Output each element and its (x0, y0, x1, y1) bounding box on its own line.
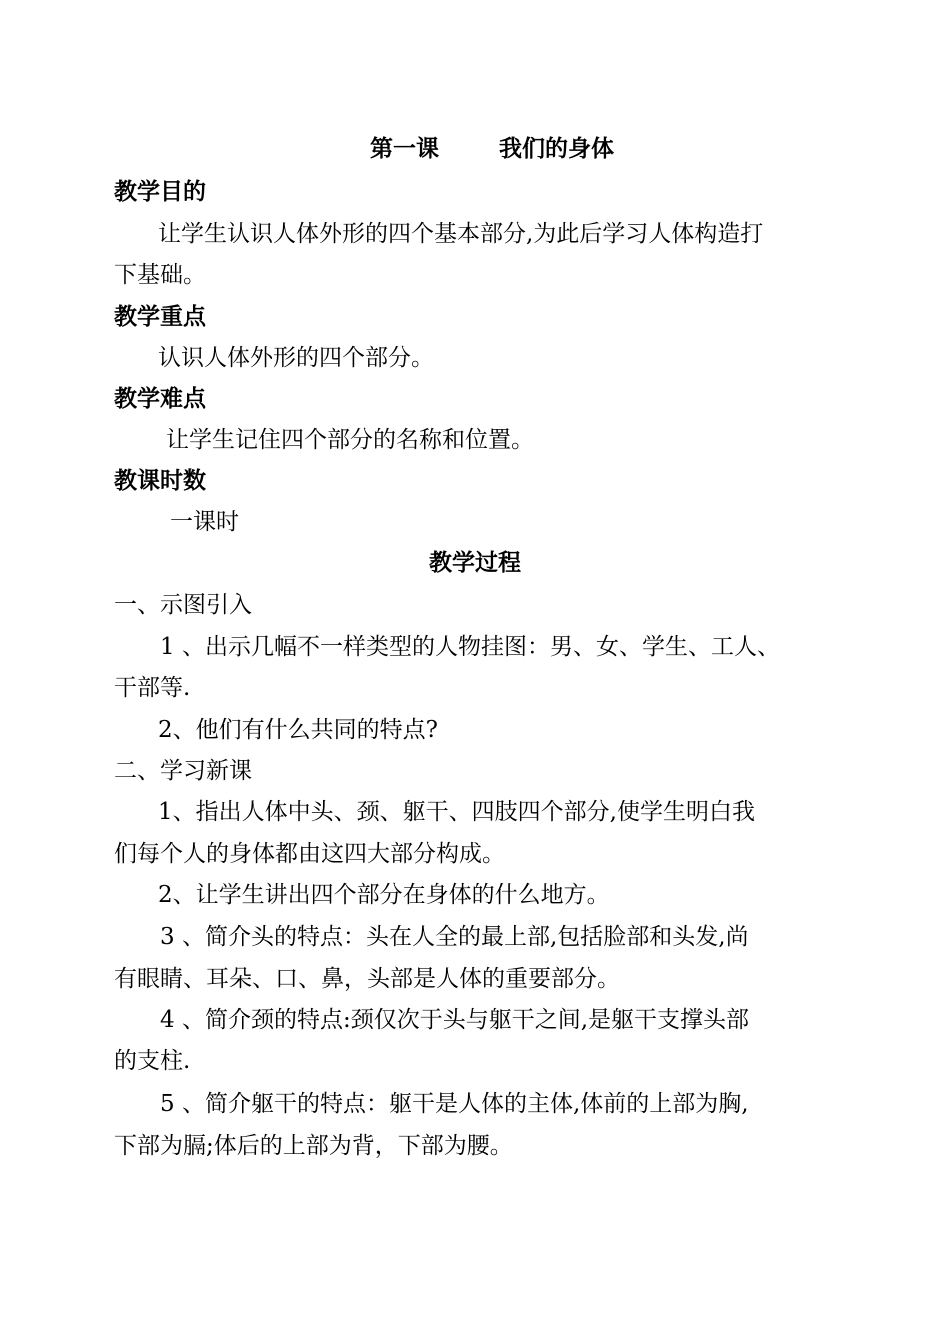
process-heading: 教学过程 (429, 549, 521, 576)
lesson-title: 我们的身体 (499, 135, 614, 162)
goal-heading: 教学目的 (114, 178, 206, 205)
part2-item4-line2: 的支柱. (114, 1048, 191, 1074)
part1-title: 一、示图引入 (114, 592, 252, 618)
part2-title: 二、学习新课 (114, 758, 252, 784)
lesson-number: 第一课 (370, 135, 439, 162)
part2-item3-line2: 有眼睛、耳朵、口、鼻，头部是人体的重要部分。 (114, 966, 620, 992)
part1-item1-line2: 干部等. (114, 675, 191, 701)
hours-heading: 教课时数 (114, 467, 206, 494)
difficulty-heading: 教学难点 (114, 385, 206, 412)
part2-item1-line1: 1、指出人体中头、颈、躯干、四肢四个部分,使学生明白我 (158, 799, 755, 825)
goal-text-line2: 下基础。 (114, 262, 206, 288)
part2-item5-line1: 5 、简介躯干的特点：躯干是人体的主体,体前的上部为胸, (160, 1091, 749, 1117)
difficulty-text: 让学生记住四个部分的名称和位置。 (166, 427, 534, 453)
part1-item2: 2、他们有什么共同的特点? (158, 717, 438, 743)
focus-heading: 教学重点 (114, 303, 206, 330)
goal-text-line1: 让学生认识人体外形的四个基本部分,为此后学习人体构造打 (158, 221, 764, 247)
part2-item5-line2: 下部为膈;体后的上部为背，下部为腰。 (114, 1133, 513, 1159)
focus-text: 认识人体外形的四个部分。 (158, 345, 434, 371)
part1-item1-line1: 1 、出示几幅不一样类型的人物挂图：男、女、学生、工人、 (160, 634, 780, 660)
part2-item4-line1: 4 、简介颈的特点:颈仅次于头与躯干之间,是躯干支撑头部 (160, 1007, 750, 1033)
hours-text: 一课时 (170, 509, 239, 535)
part2-item1-line2: 们每个人的身体都由这四大部分构成。 (114, 841, 505, 867)
part2-item3-line1: 3 、简介头的特点：头在人全的最上部,包括脸部和头发,尚 (160, 924, 749, 950)
part2-item2: 2、让学生讲出四个部分在身体的什么地方。 (158, 882, 610, 908)
